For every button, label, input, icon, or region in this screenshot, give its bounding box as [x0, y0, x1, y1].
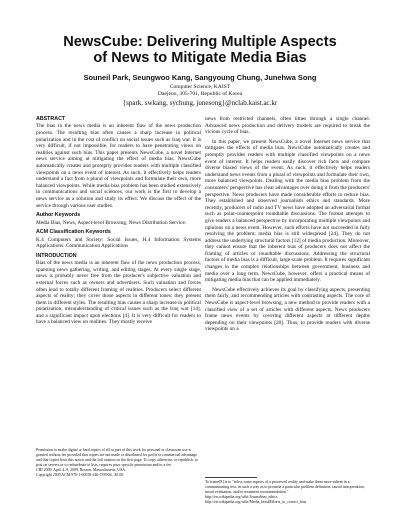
- copyright-notice: [36, 448, 201, 479]
- abstract-text: The bias in the news media is an inherent flaw of the news production process. The resulting bias often causes a sharp increase in political polarization and in the cost of conflict on social issues such as Iraq war. It is very difficult, if not impossible, for readers to have penetrating views on realities against such bias. This paper presents NewsCube, a novel Internet news service aiming at mitigating the effect of media bias. NewsCube automatically creates and promptly provides readers with multiple classified viewpoints on a news event of interest. As such, it effectively helps readers understand a fact from a plural of viewpoints and formulate their own, more balanced viewpoints. While media bias problem has been studied extensively in communications and social sciences, our work is the first to develop a news service as a solution and study its effect. We discuss the effect of the service through various user studies.: [36, 123, 201, 209]
- footnote-2: http://en.wikipedia.org/wiki/Journalism_ethics: [205, 495, 278, 500]
- acm-text: K.4 Computers and Society: Social Issues, H.4 Information Systems Applications: Communication Applications: [36, 236, 201, 250]
- intro-text: Bias of the news media is an inherent flaw of the news production process, spanning news gathering, writing, and editing stages. At every single stage, news is probably never free from the producer's subjective valuation and external forces such as owners and advertisers. Such valuation and forces often lead to totally different framing of realities. Producers select different aspects of reality; they cover those aspects in different tones; they present them in different styles. The resulting bias causes a sharp increase in political polarization, misunderstanding of critical issues such as the Iraq war [14], and a significant impact upon elections [4]. It is very difficult for readers to have a balanced view on realities. They mostly receive: [36, 260, 201, 326]
- title-line-2: of News to Mitigate Media Bias: [93, 50, 307, 66]
- author-list: Souneil Park, Seungwoo Kang, Sangyoung Chung, Junehwa Song: [83, 73, 317, 82]
- paper-title: [0, 34, 400, 66]
- affiliation-address: Daejeon, 305-701, Republic of Korea: [157, 91, 243, 98]
- affiliation-dept: Computer Science, KAIST: [169, 84, 231, 90]
- right-column: [205, 116, 370, 336]
- intro-heading: INTRODUCTION: [36, 252, 77, 259]
- keywords-heading: Author Keywords: [36, 212, 81, 219]
- abstract-heading: ABSTRACT: [36, 116, 66, 122]
- copyright-text: Permission to make digital or hard copies of all or part of this work for personal or classroom use is granted without fee provided that copies are not made or distributed for profit or commercial advantage and that copies bear this notice and the full citation on the first page. To copy otherwise, or republish, to post on servers or to redistribute to lists, requires prior specific permission and/or a fee.: [36, 448, 198, 468]
- conference-line: CHI 2009, April 4–9, 2009, Boston, Massachusetts, USA.: [36, 468, 127, 473]
- footnotes: [205, 477, 370, 505]
- keywords-text: Media Bias, News, Aspect-level Browsing, News Distribution Service.: [36, 219, 187, 226]
- body-paragraph-2: In this paper, we present NewsCube, a novel Internet news service that mitigates the effects of media bias. NewsCube automatically creates and promptly provides readers with multiple classified viewpoints on a news event of interest. It helps readers easily discover rich facts and compare diverse biased views of the event. As such, it effectively helps readers understand news events from a plural of viewpoints and formulate their own, more balanced viewpoints. Dealing with the media bias problem from the consumers' perspective has clear advantages over doing it from the producers' perspective. News producers have made considerable efforts to reduce bias. They established and observed journalism ethics and standards. More recently, producers of radio and TV news have adopted an adversarial format such as point-counterpoint roundtable discussions. The format attempts to give readers a balanced perspective by incorporating multiple viewpoints and opinions on a news event. However, such efforts have not succeeded in fully resolving the problem; media bias is still widespread [24]. They do not address the underlying structural factors [12] of media production. Moreover, they cannot ensure that the inherent bias of producers does not affect the framing of articles or roundtable discussions. Addressing the structural factors of media bias is a difficult, large-scale problem. It requires significant changes in the complex relationships between government, business and media over a long term. NewsCube, however, offers a practical means of mitigating media bias that can be applied immediately.: [205, 138, 370, 284]
- footnote-1: To frame[8] is to "select some aspects of a perceived reality and make them more salient in a communicating text, in such a way as to promote a particular problem definition, causal interpretation, moral evaluation, and/or treatment recommendation.": [205, 480, 365, 495]
- footnote-3: http://en.wikipedia.org/wiki/Media_bias#Efforts_to_correct_bias: [205, 500, 307, 505]
- left-column: [36, 116, 201, 329]
- copyright-line: Copyright 2009 ACM 978-1-60558-246-7/09/04...$5.00.: [36, 473, 125, 478]
- body-paragraph-3: NewsCube effectively achieves its goal by classifying aspects, presenting them fairly, and recommending articles with contrasting aspects. The core of NewsCube is aspect-level browsing, a new method to provide readers with a classified view of a set of articles with different aspects. News producers frame news events by covering different aspects at different depths depending on their viewpoints [20]. Thus, to provide readers with diverse viewpoints on a: [205, 286, 370, 333]
- body-paragraph-1: news from restricted channels, often times through a single channel. Advanced news production and delivery models are required to break the vicious cycle of bias.: [205, 116, 370, 136]
- footnote-rule: [205, 477, 257, 478]
- affiliation-block: [0, 84, 400, 107]
- title-line-1: NewsCube: Delivering Multiple Aspects: [63, 34, 337, 50]
- author-emails: {spark, swkang, sychung, junesong}@nclab.kaist.ac.kr: [122, 98, 278, 107]
- acm-heading: ACM Classification Keywords: [36, 229, 111, 236]
